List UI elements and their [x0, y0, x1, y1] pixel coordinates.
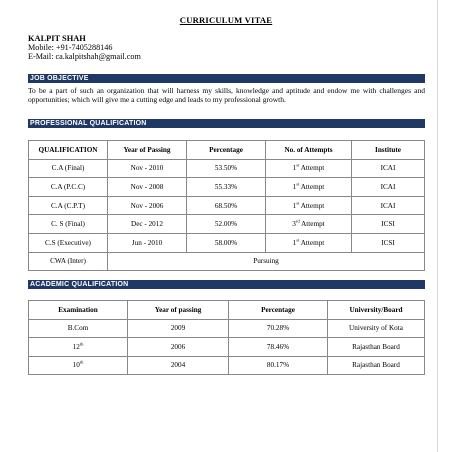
professional-qualification-table — [28, 140, 425, 271]
qualification-cell: C.A (Final) — [29, 159, 108, 178]
table-row — [29, 319, 425, 338]
board-cell: Rajasthan Board — [328, 338, 425, 357]
attempts-cell — [266, 196, 352, 215]
qualification-cell: C.A (P.C.C) — [29, 178, 108, 197]
attempt-number: 1 — [292, 201, 297, 210]
year-cell: 2009 — [128, 319, 229, 338]
attempt-ordinal: st — [296, 237, 300, 243]
table-row — [29, 215, 425, 234]
professional-qualification-heading: PROFESSIONAL QUALIFICATION — [28, 119, 425, 128]
page-edge-divider — [437, 0, 438, 452]
attempt-number: 1 — [292, 164, 297, 173]
column-header: Examination — [29, 301, 128, 320]
column-header: Year of passing — [128, 301, 229, 320]
examination-cell — [29, 319, 128, 338]
attempt-word: Attempt — [299, 164, 325, 173]
table-row — [29, 356, 425, 375]
board-cell: Rajasthan Board — [328, 356, 425, 375]
exam-ordinal: th — [79, 359, 84, 365]
attempt-number: 3 — [292, 220, 296, 229]
table-row — [29, 252, 425, 271]
institute-cell: ICAI — [352, 159, 425, 178]
attempt-number: 1 — [292, 238, 297, 247]
document-title: CURRICULUM VITAE — [179, 15, 273, 25]
institute-cell: ICSI — [352, 215, 425, 234]
percentage-cell: 53.50% — [187, 159, 266, 178]
attempts-cell — [266, 178, 352, 197]
percentage-cell: 52.00% — [187, 215, 266, 234]
qualification-cell: C. S (Final) — [29, 215, 108, 234]
attempt-ordinal: rd — [295, 218, 300, 224]
institute-cell: ICSI — [352, 233, 425, 252]
email-address: E-Mail: ca.kalpitshah@gmail.com — [28, 52, 141, 61]
attempt-number: 1 — [292, 182, 297, 191]
qualification-cell: C.A (C.P.T) — [29, 196, 108, 215]
year-cell: Nov - 2008 — [108, 178, 187, 197]
job-objective-heading: JOB OBJECTIVE — [28, 74, 425, 83]
percentage-cell: 80.17% — [229, 356, 328, 375]
mobile-number: Mobile: +91-7405288146 — [28, 43, 113, 52]
percentage-cell: 70.28% — [229, 319, 328, 338]
attempts-cell — [266, 215, 352, 234]
status-cell: Pursuing — [108, 252, 425, 271]
exam-name: B.Com — [67, 324, 89, 333]
attempt-ordinal: st — [296, 181, 300, 187]
year-cell: Nov - 2010 — [108, 159, 187, 178]
table-row — [29, 233, 425, 252]
year-cell: 2006 — [128, 338, 229, 357]
column-header: University/Board — [328, 301, 425, 320]
table-row — [29, 338, 425, 357]
attempt-word: Attempt — [299, 220, 325, 229]
percentage-cell: 68.50% — [187, 196, 266, 215]
table-header-row — [29, 141, 425, 160]
examination-cell — [29, 338, 128, 357]
exam-name: 12 — [72, 342, 80, 351]
qualification-cell: C.S (Executive) — [29, 233, 108, 252]
attempt-word: Attempt — [299, 238, 325, 247]
table-row — [29, 196, 425, 215]
table-row — [29, 159, 425, 178]
attempt-ordinal: st — [296, 163, 300, 168]
column-header: Percentage — [229, 301, 328, 320]
board-cell: University of Kota — [328, 319, 425, 338]
column-header: No. of Attempts — [266, 141, 352, 160]
percentage-cell: 55.33% — [187, 178, 266, 197]
academic-qualification-table — [28, 300, 425, 375]
attempts-cell — [266, 159, 352, 178]
job-objective-text: To be a part of such an organization that will harness my skills, knowledge and aptitude and endow me with challenges and opportunities; which will give me a cutting edge and leads to my professional growth. — [28, 86, 425, 104]
year-cell: Dec - 2012 — [108, 215, 187, 234]
table-row — [29, 178, 425, 197]
exam-name: 10 — [72, 361, 80, 370]
academic-qualification-heading: ACADEMIC QUALIFICATION — [28, 280, 425, 289]
column-header: Year of Passing — [108, 141, 187, 160]
year-cell: Jun - 2010 — [108, 233, 187, 252]
attempt-word: Attempt — [299, 182, 325, 191]
percentage-cell: 78.46% — [229, 338, 328, 357]
exam-ordinal: th — [79, 341, 84, 347]
institute-cell: ICAI — [352, 178, 425, 197]
column-header: Percentage — [187, 141, 266, 160]
column-header: QUALIFICATION — [29, 141, 108, 160]
percentage-cell: 58.00% — [187, 233, 266, 252]
examination-cell — [29, 356, 128, 375]
attempt-ordinal: st — [296, 200, 300, 206]
attempts-cell — [266, 233, 352, 252]
attempt-word: Attempt — [299, 201, 325, 210]
year-cell: 2004 — [128, 356, 229, 375]
candidate-name: KALPIT SHAH — [28, 34, 86, 43]
institute-cell: ICAI — [352, 196, 425, 215]
table-header-row — [29, 301, 425, 320]
year-cell: Nov - 2006 — [108, 196, 187, 215]
qualification-cell: CWA (Inter) — [29, 252, 108, 271]
column-header: Institute — [352, 141, 425, 160]
